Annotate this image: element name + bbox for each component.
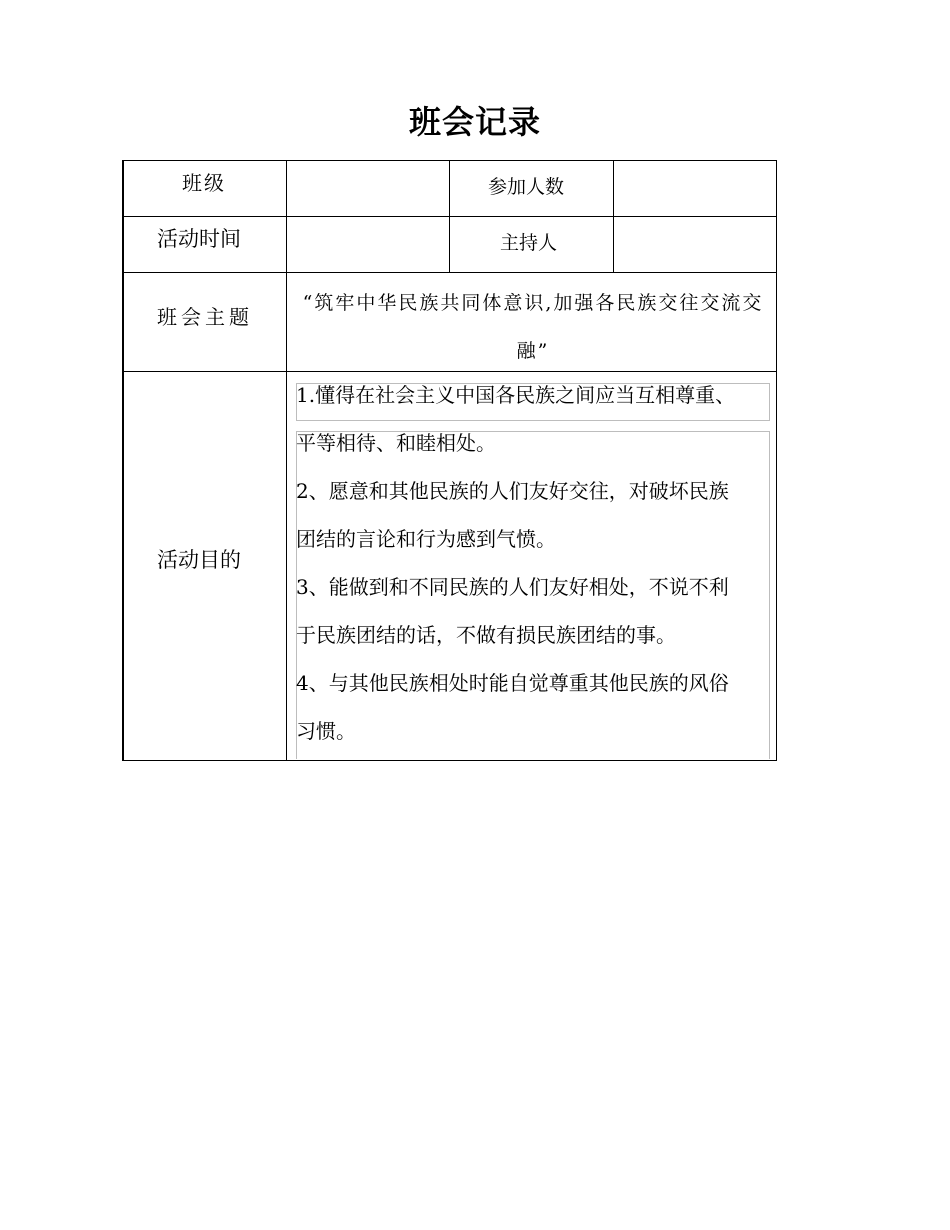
purpose-line-1: 1.懂得在社会主义中国各民族之间应当互相尊重、: [296, 383, 736, 407]
purpose-line-3: 2、愿意和其他民族的人们友好交往，对破坏民族: [296, 479, 729, 503]
purpose-line-5: 3、能做到和不同民族的人们友好相处，不说不利: [296, 575, 729, 599]
purpose-line-7: 4、与其他民族相处时能自觉尊重其他民族的风俗: [296, 671, 729, 695]
class-meeting-record-table: [122, 160, 777, 761]
participants-label: 参加人数: [488, 176, 565, 198]
purpose-label: 活动目的: [157, 548, 241, 572]
column-divider-right: [613, 161, 614, 272]
column-divider-label: [286, 161, 287, 760]
row-divider-2: [124, 272, 777, 273]
purpose-line-2: 平等相待、和睦相处。: [296, 431, 496, 455]
row-divider-1: [124, 216, 777, 217]
time-label: 活动时间: [157, 227, 241, 251]
topic-label: 班会主题: [157, 305, 253, 329]
topic-text: “筑牢中华民族共同体意识,加强各民族交往交流交融”: [302, 292, 764, 362]
class-label: 班级: [182, 171, 226, 195]
purpose-line-8: 习惯。: [296, 719, 356, 743]
purpose-line-6: 于民族团结的话，不做有损民族团结的事。: [296, 623, 676, 647]
column-divider-middle: [449, 161, 450, 272]
purpose-line-4: 团结的言论和行为感到气愤。: [296, 527, 556, 551]
host-label: 主持人: [500, 232, 558, 254]
page-title: 班会记录: [408, 103, 541, 141]
